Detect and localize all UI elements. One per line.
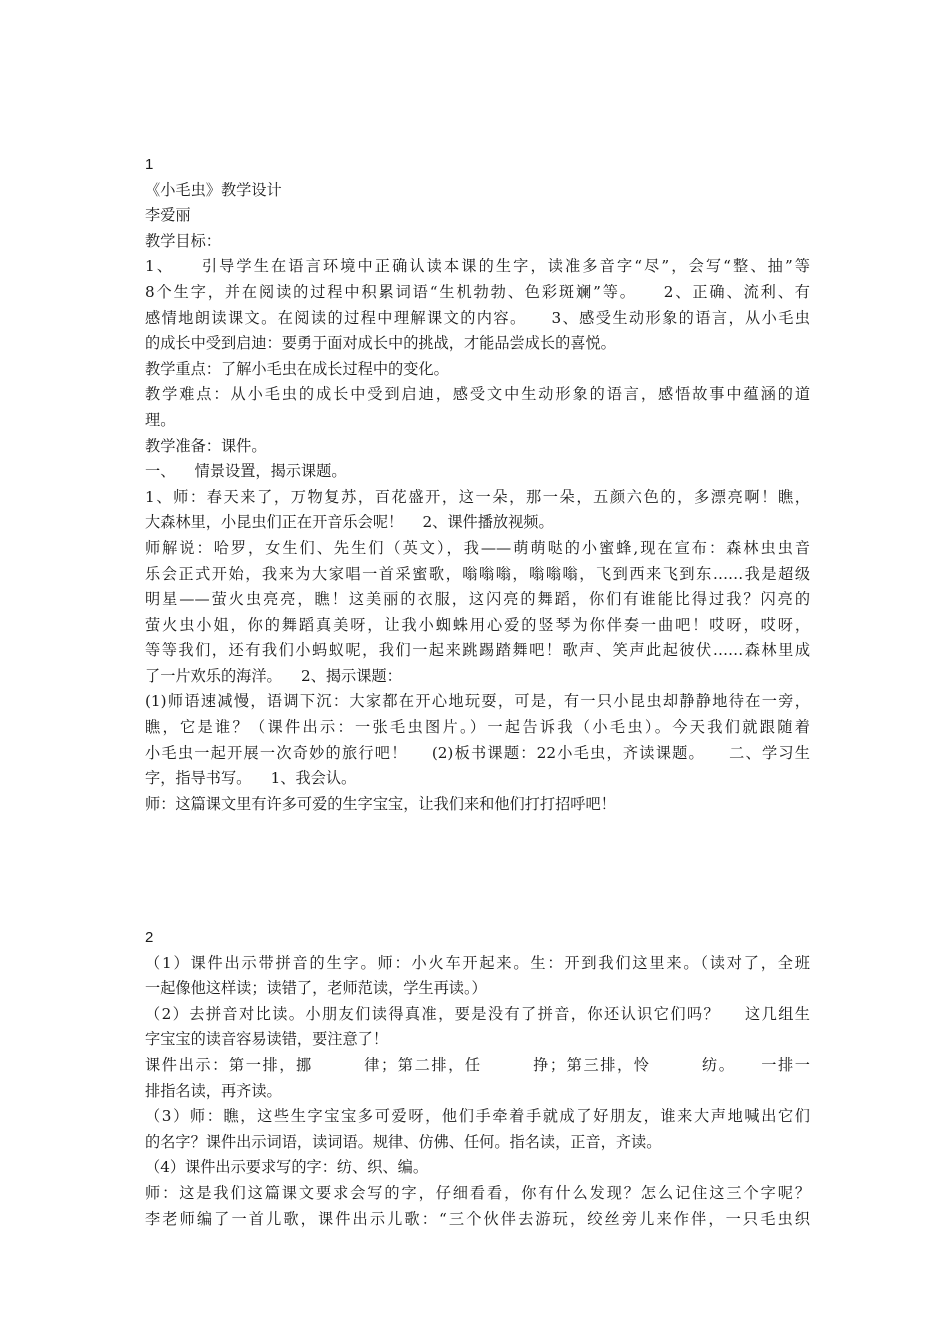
text-line: 明星——萤火虫亮亮，瞧！这美丽的衣服，这闪亮的舞蹈，你们有谁能比得过我？闪亮的 [145, 590, 810, 609]
text-line: 1、师：春天来了，万物复苏，百花盛开，这一朵，那一朵，五颜六色的，多漂亮啊！瞧， [145, 487, 810, 506]
text-line: 瞧，它是谁？（课件出示：一张毛虫图片。）一起告诉我（小毛虫）。今天我们就跟随着 [145, 718, 810, 737]
text-line: 一起像他这样读；读错了，老师范读，学生再读。） [145, 979, 487, 998]
page-2 [145, 925, 810, 1232]
text-line: （4）课件出示要求写的字：纺、织、编。 [145, 1158, 429, 1177]
text-line: 教学目标： [145, 231, 221, 250]
text-line: 感情地朗读课文。在阅读的过程中理解课文的内容。 3、感受生动形象的语言，从小毛虫 [145, 308, 810, 327]
text-line: 一、 情景设置，揭示课题。 [145, 462, 347, 481]
text-line: 教学准备：课件。 [145, 436, 267, 455]
text-line: 师解说：哈罗，女生们、先生们（英文），我——萌萌哒的小蜜蜂,现在宣布：森林虫虫音 [145, 538, 810, 557]
text-line: 课件出示：第一排，挪 律；第二排，任 挣；第三排，怜 纺。 一排一 [145, 1055, 810, 1074]
page-1-body [145, 178, 810, 818]
text-line: 师：这是我们这篇课文要求会写的字，仔细看看，你有什么发现？怎么记住这三个字呢？ [145, 1183, 810, 1202]
text-line: 师：这篇课文里有许多可爱的生字宝宝，让我们来和他们打打招呼吧！ [145, 794, 616, 813]
text-line: 李老师编了一首儿歌，课件出示儿歌：“三个伙伴去游玩，绞丝旁儿来作伴，一只毛虫织 [145, 1209, 810, 1228]
page-number: 1 [145, 156, 154, 173]
text-line: 李爱丽 [145, 206, 191, 225]
text-line: 教学重点：了解小毛虫在成长过程中的变化。 [145, 359, 449, 378]
text-line: (1)师语速减慢，语调下沉：大家都在开心地玩耍，可是，有一只小昆虫却静静地待在一旁， [145, 692, 810, 711]
text-line: 大森林里，小昆虫们正在开音乐会呢！ 2、课件播放视频。 [145, 513, 554, 532]
text-line: （3）师：瞧，这些生字宝宝多可爱呀，他们手牵着手就成了好朋友，谁来大声地喊出它们 [145, 1107, 810, 1126]
text-line: 8个生字，并在阅读的过程中积累词语“生机勃勃、色彩斑斓”等。 2、正确、流利、有 [145, 282, 810, 301]
text-line: 萤火虫小姐，你的舞蹈真美呀，让我小蜘蛛用心爱的竖琴为你伴奏一曲吧！哎呀，哎呀， [145, 615, 810, 634]
text-line: 1、 引导学生在语言环境中正确认读本课的生字，读准多音字“尽”，会写“整、抽”等 [145, 257, 810, 276]
text-line: 了一片欢乐的海洋。 2、揭示课题： [145, 666, 402, 685]
text-line: 小毛虫一起开展一次奇妙的旅行吧！ (2)板书课题：22小毛虫，齐读课题。 二、学习生 [145, 743, 810, 762]
text-line: （2）去拼音对比读。小朋友们读得真准，要是没有了拼音，你还认识它们吗？ 这几组生 [145, 1004, 810, 1023]
page-number: 2 [145, 929, 154, 946]
text-line: 的成长中受到启迪：要勇于面对成长中的挑战，才能品尝成长的喜悦。 [145, 334, 616, 353]
text-line: 字，指导书写。 1、我会认。 [145, 769, 357, 788]
text-line: 的名字？课件出示词语，读词语。规律、仿佛、任何。指名读，正音，齐读。 [145, 1132, 662, 1151]
page-2-body [145, 951, 810, 1233]
text-line: 《小毛虫》教学设计 [145, 180, 282, 199]
text-line: 排指名读，再齐读。 [145, 1081, 282, 1100]
text-line: 理。 [145, 410, 176, 429]
text-line: 乐会正式开始，我来为大家唱一首采蜜歌，嗡嗡嗡，嗡嗡嗡，飞到西来飞到东……我是超级 [145, 564, 810, 583]
page-1 [145, 152, 810, 817]
text-line: （1）课件出示带拼音的生字。师：小火车开起来。生：开到我们这里来。（读对了，全班 [145, 953, 810, 972]
text-line: 字宝宝的读音容易读错，要注意了！ [145, 1030, 388, 1049]
text-line: 教学难点：从小毛虫的成长中受到启迪，感受文中生动形象的语言，感悟故事中蕴涵的道 [145, 385, 810, 404]
text-line: 等等我们，还有我们小蚂蚁呢，我们一起来跳踢踏舞吧！歌声、笑声此起彼伏……森林里成 [145, 641, 810, 660]
